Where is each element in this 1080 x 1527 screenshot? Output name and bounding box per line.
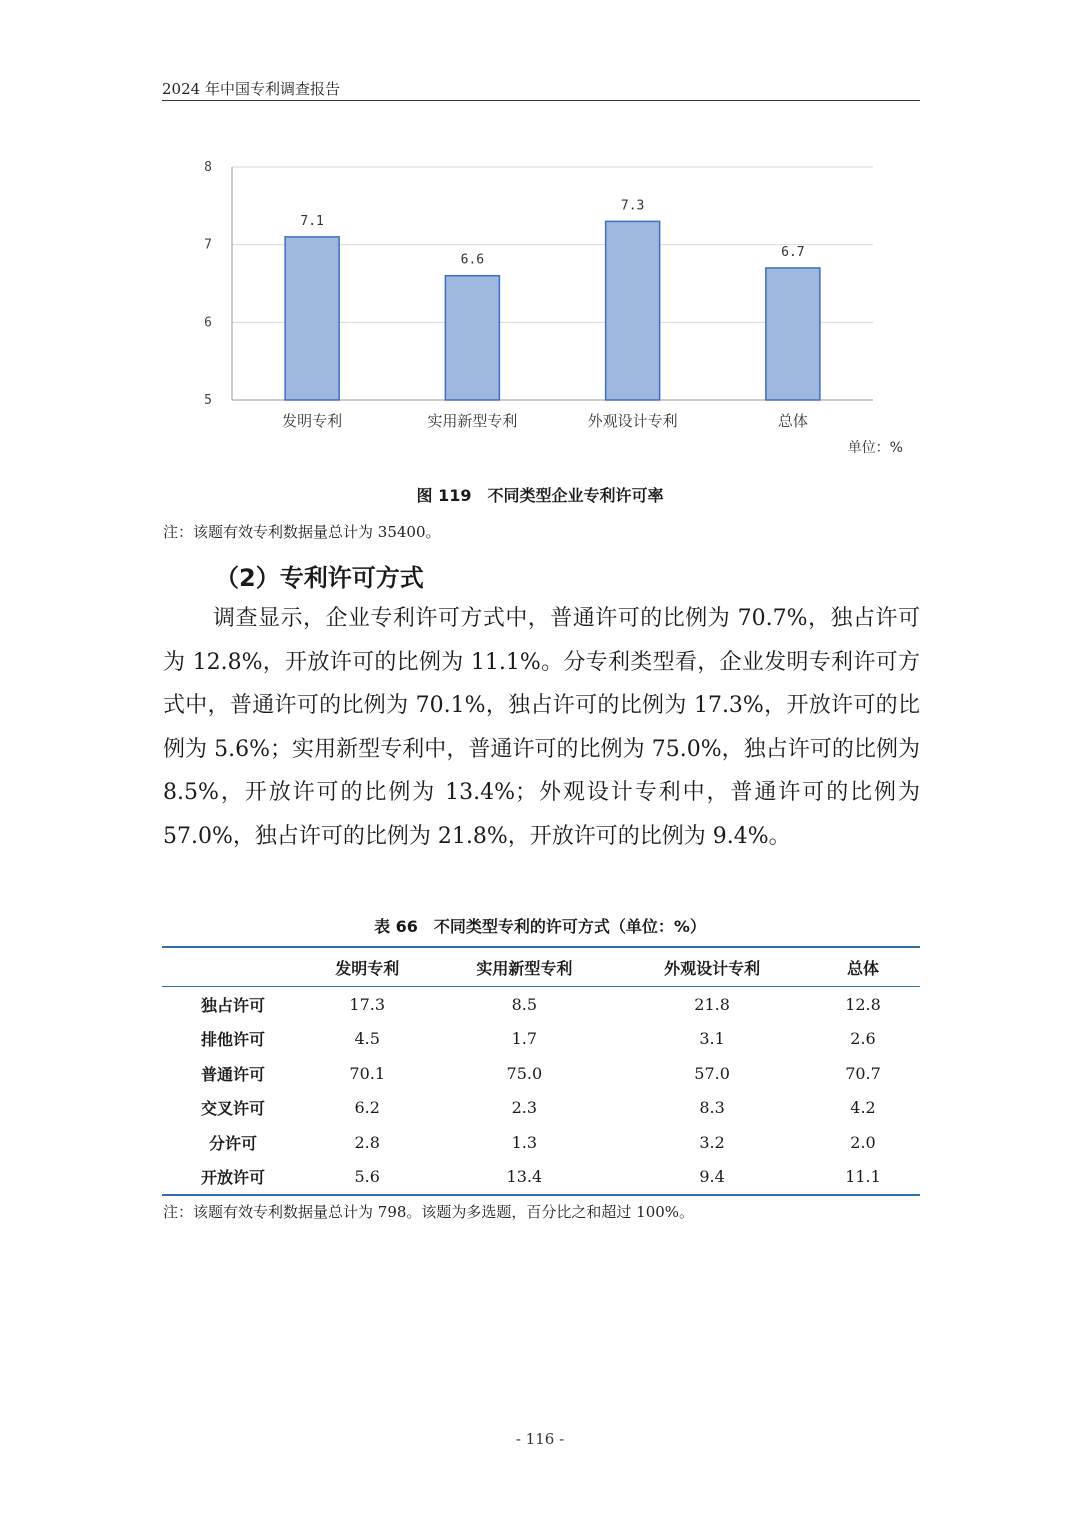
y-tick-label: 5 <box>204 393 212 408</box>
bar <box>285 237 339 400</box>
table-row <box>162 1125 920 1160</box>
table-cell: 9.4 <box>699 1167 725 1187</box>
x-category-label: 发明专利 <box>282 412 343 430</box>
y-tick-label: 8 <box>204 160 212 175</box>
table-cell: 5.6 <box>354 1167 380 1187</box>
row-label: 交叉许可 <box>200 1099 265 1119</box>
row-label: 排他许可 <box>200 1030 265 1050</box>
y-tick-label: 7 <box>204 237 212 253</box>
table-cell: 6.2 <box>354 1098 380 1118</box>
table-row <box>162 987 920 1022</box>
table-cell: 3.1 <box>699 1029 725 1049</box>
table-cell: 2.6 <box>850 1029 876 1049</box>
table-cell: 1.7 <box>511 1029 538 1049</box>
bar <box>445 276 499 400</box>
table-cell: 2.8 <box>354 1132 380 1152</box>
table-cell: 70.1 <box>349 1063 386 1083</box>
bar-chart <box>160 150 920 470</box>
table-row <box>162 1022 920 1057</box>
table-row <box>162 1160 920 1196</box>
x-category-label: 总体 <box>777 412 808 430</box>
table-cell: 13.4 <box>506 1167 543 1187</box>
table-row <box>162 1091 920 1126</box>
bar-value-label: 7.3 <box>620 198 645 214</box>
x-category-label: 外观设计专利 <box>587 412 678 430</box>
table-header-cell <box>162 947 304 987</box>
table-cell: 11.1 <box>845 1167 881 1187</box>
figure-caption: 图 119 不同类型企业专利许可率 <box>416 486 664 505</box>
running-header: 2024 年中国专利调查报告 <box>162 80 340 98</box>
table-cell: 12.8 <box>845 994 881 1014</box>
x-category-label: 实用新型专利 <box>427 412 518 430</box>
table-header-cell: 发明专利 <box>304 947 430 987</box>
table-cell: 1.3 <box>511 1132 538 1152</box>
unit-label: 单位：% <box>847 440 903 456</box>
bar-value-label: 6.7 <box>781 244 805 260</box>
header-rule <box>162 100 920 101</box>
table-cell: 57.0 <box>694 1063 730 1083</box>
figure-note: 注：该题有效专利数据量总计为 35400。 <box>163 523 441 541</box>
table-cell: 4.2 <box>850 1098 876 1118</box>
body-paragraph: 调查显示，企业专利许可方式中，普通许可的比例为 70.7%，独占许可为 12.8%，开放许可的比例为 11.1%。分专利类型看，企业发明专利许可方式中，普通许可的比例为 70.1%，独占许可的比例为 17.3%，开放许可的比例为 5.6%；实用新型专利中，普通许可的比例为 75.0%，独占许可的比例为 8.5%，开放许可的比例为 13.4%；外观设计专利中，普通许可的比例为 57.0%，独占许可的比例为 21.8%，开放许可的比例为 9.4%。 <box>163 606 920 849</box>
table-caption: 表 66 不同类型专利的许可方式（单位：%） <box>374 917 706 936</box>
bar-value-label: 6.6 <box>460 252 485 268</box>
row-label: 分许可 <box>208 1133 257 1153</box>
bar-value-label: 7.1 <box>300 213 324 229</box>
bar <box>606 221 660 400</box>
table-header-cell: 实用新型专利 <box>430 947 618 987</box>
y-tick-label: 6 <box>204 315 212 331</box>
table-cell: 21.8 <box>694 994 730 1014</box>
table-header-row <box>162 947 920 987</box>
table-cell: 8.5 <box>511 994 538 1014</box>
bar <box>766 268 820 400</box>
table-cell: 17.3 <box>349 994 386 1014</box>
table-cell: 2.3 <box>511 1098 538 1118</box>
row-label: 普通许可 <box>200 1064 265 1084</box>
row-label: 开放许可 <box>200 1168 265 1188</box>
table-cell: 3.2 <box>699 1132 725 1152</box>
row-label: 独占许可 <box>200 995 265 1015</box>
section-heading: （2）专利许可方式 <box>215 564 424 592</box>
table-cell: 4.5 <box>354 1029 380 1049</box>
table-header-cell: 总体 <box>806 947 920 987</box>
page-number: - 116 - <box>515 1430 565 1448</box>
table-cell: 70.7 <box>845 1063 881 1083</box>
license-table <box>162 946 920 1196</box>
table-note: 注：该题有效专利数据量总计为 798。该题为多选题，百分比之和超过 100%。 <box>163 1203 695 1221</box>
table-row <box>162 1056 920 1091</box>
table-header-cell: 外观设计专利 <box>618 947 806 987</box>
table-cell: 2.0 <box>850 1132 876 1152</box>
table-cell: 8.3 <box>699 1098 725 1118</box>
table-cell: 75.0 <box>506 1063 543 1083</box>
